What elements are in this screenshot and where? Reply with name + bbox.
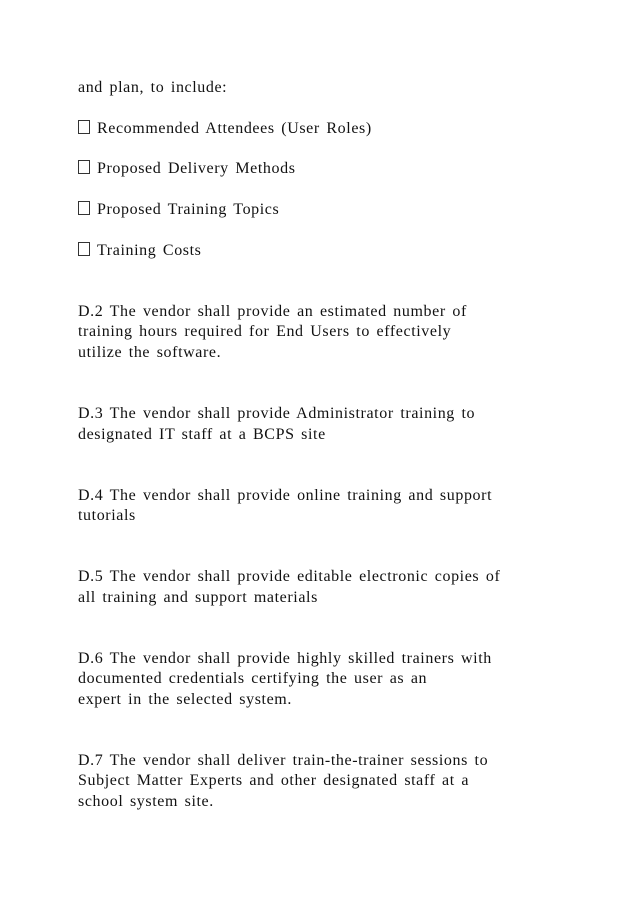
bullet-label: Recommended Attendees (User Roles) [97,120,372,137]
checkbox-bullet-icon [78,160,90,174]
checkbox-bullet-icon [78,242,90,256]
d5-line: all training and support materials [78,589,318,606]
checkbox-bullet-icon [78,201,90,215]
bullet-label: Proposed Training Topics [97,201,280,218]
d6-line: D.6 The vendor shall provide highly skilled trainers with [78,650,492,667]
intro-line: and plan, to include: [78,79,228,96]
d3-line: designated IT staff at a BCPS site [78,426,326,443]
d7-line: Subject Matter Experts and other designated staff at a [78,772,470,789]
d6-line: expert in the selected system. [78,691,292,708]
bullet-label: Training Costs [97,242,202,259]
bullet-item [78,119,372,139]
d2-line: D.2 The vendor shall provide an estimated number of [78,303,467,320]
d5-line: D.5 The vendor shall provide editable electronic copies of [78,568,501,585]
checkbox-bullet-icon [78,120,90,134]
d7-line: D.7 The vendor shall deliver train-the-trainer sessions to [78,752,489,769]
d7-line: school system site. [78,793,214,810]
d2-line: utilize the software. [78,344,222,361]
bullet-item [78,241,202,261]
bullet-item [78,200,279,220]
bullet-item [78,159,296,179]
d6-line: documented credentials certifying the user as an [78,670,428,687]
d4-line: tutorials [78,507,136,524]
d4-line: D.4 The vendor shall provide online training and support [78,487,493,504]
bullet-label: Proposed Delivery Methods [97,160,296,177]
d3-line: D.3 The vendor shall provide Administrator training to [78,405,476,422]
d2-line: training hours required for End Users to effectively [78,323,452,340]
